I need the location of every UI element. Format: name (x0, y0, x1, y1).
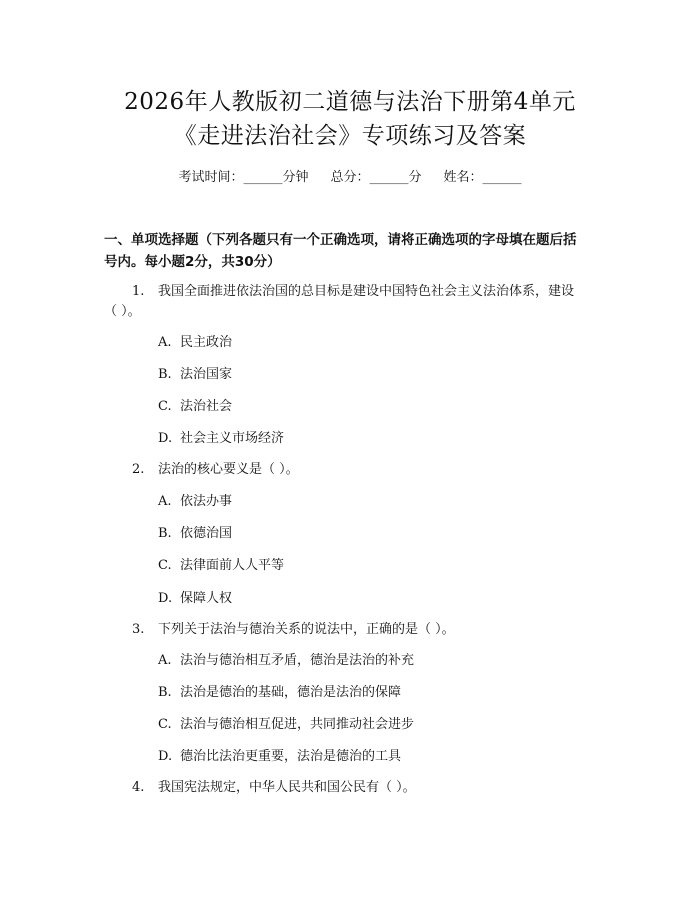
question-number: 4. (132, 780, 145, 795)
option-1b (158, 365, 232, 385)
option-3b (158, 683, 401, 703)
question-text: 我国全面推进依法治国的总目标是建设中国特色社会主义法治体系，建设 (158, 284, 575, 299)
question-text: 法治的核心要义是（ ）。 (158, 462, 299, 477)
question-text: 下列关于法治与德治关系的说法中，正确的是（ ）。 (158, 622, 455, 637)
name-field: 姓名：______ (443, 170, 522, 185)
option-text: 法律面前人人平等 (180, 558, 285, 573)
question-text: 我国宪法规定，中华人民共和国公民有（ ）。 (158, 780, 416, 795)
option-label: D. (158, 431, 173, 446)
option-3a (158, 651, 414, 671)
option-2a (158, 492, 232, 512)
document-title-line-1: 2026年人教版初二道德与法治下册第4单元 (124, 89, 576, 115)
option-label: C. (158, 717, 172, 732)
question-1-continuation: （ ）。 (104, 304, 141, 319)
option-text: 保障人权 (180, 591, 233, 606)
option-text: 民主政治 (180, 335, 233, 350)
option-label: D. (158, 749, 173, 764)
option-text: 法治与德治相互促进，共同推动社会进步 (180, 717, 415, 732)
exam-time-field: 考试时间：______分钟 (178, 170, 309, 185)
option-label: B. (158, 526, 172, 541)
option-3d (158, 747, 401, 767)
option-text: 依法办事 (180, 494, 233, 509)
question-number: 3. (132, 622, 145, 637)
total-score-field: 总分：______分 (330, 170, 422, 185)
option-label: B. (158, 367, 172, 382)
option-2b (158, 524, 232, 544)
option-text: 德治比法治更重要，法治是德治的工具 (180, 749, 402, 764)
option-3c (158, 715, 414, 735)
exam-info-line (0, 168, 700, 188)
option-1c (158, 397, 232, 417)
question-number: 1. (132, 284, 145, 299)
option-label: D. (158, 591, 173, 606)
section-heading-line-2: 号内。每小题2分，共30分） (104, 254, 281, 270)
option-label: C. (158, 399, 172, 414)
option-label: B. (158, 685, 172, 700)
option-2d (158, 589, 232, 609)
question-number: 2. (132, 462, 145, 477)
option-text: 依德治国 (180, 526, 233, 541)
section-heading-line-1: 一、单项选择题（下列各题只有一个正确选项，请将正确选项的字母填在题后括 (104, 232, 577, 248)
option-text: 法治与德治相互矛盾，德治是法治的补充 (180, 653, 415, 668)
option-label: A. (158, 494, 172, 509)
option-label: A. (158, 335, 172, 350)
option-label: C. (158, 558, 172, 573)
document-title-line-2: 《走进法治社会》专项练习及答案 (173, 123, 527, 149)
option-text: 法治国家 (180, 367, 233, 382)
option-2c (158, 556, 284, 576)
option-1d (158, 429, 284, 449)
option-label: A. (158, 653, 172, 668)
option-1a (158, 333, 232, 353)
option-text: 法治是德治的基础，德治是法治的保障 (180, 685, 402, 700)
option-text: 社会主义市场经济 (180, 431, 285, 446)
option-text: 法治社会 (180, 399, 233, 414)
